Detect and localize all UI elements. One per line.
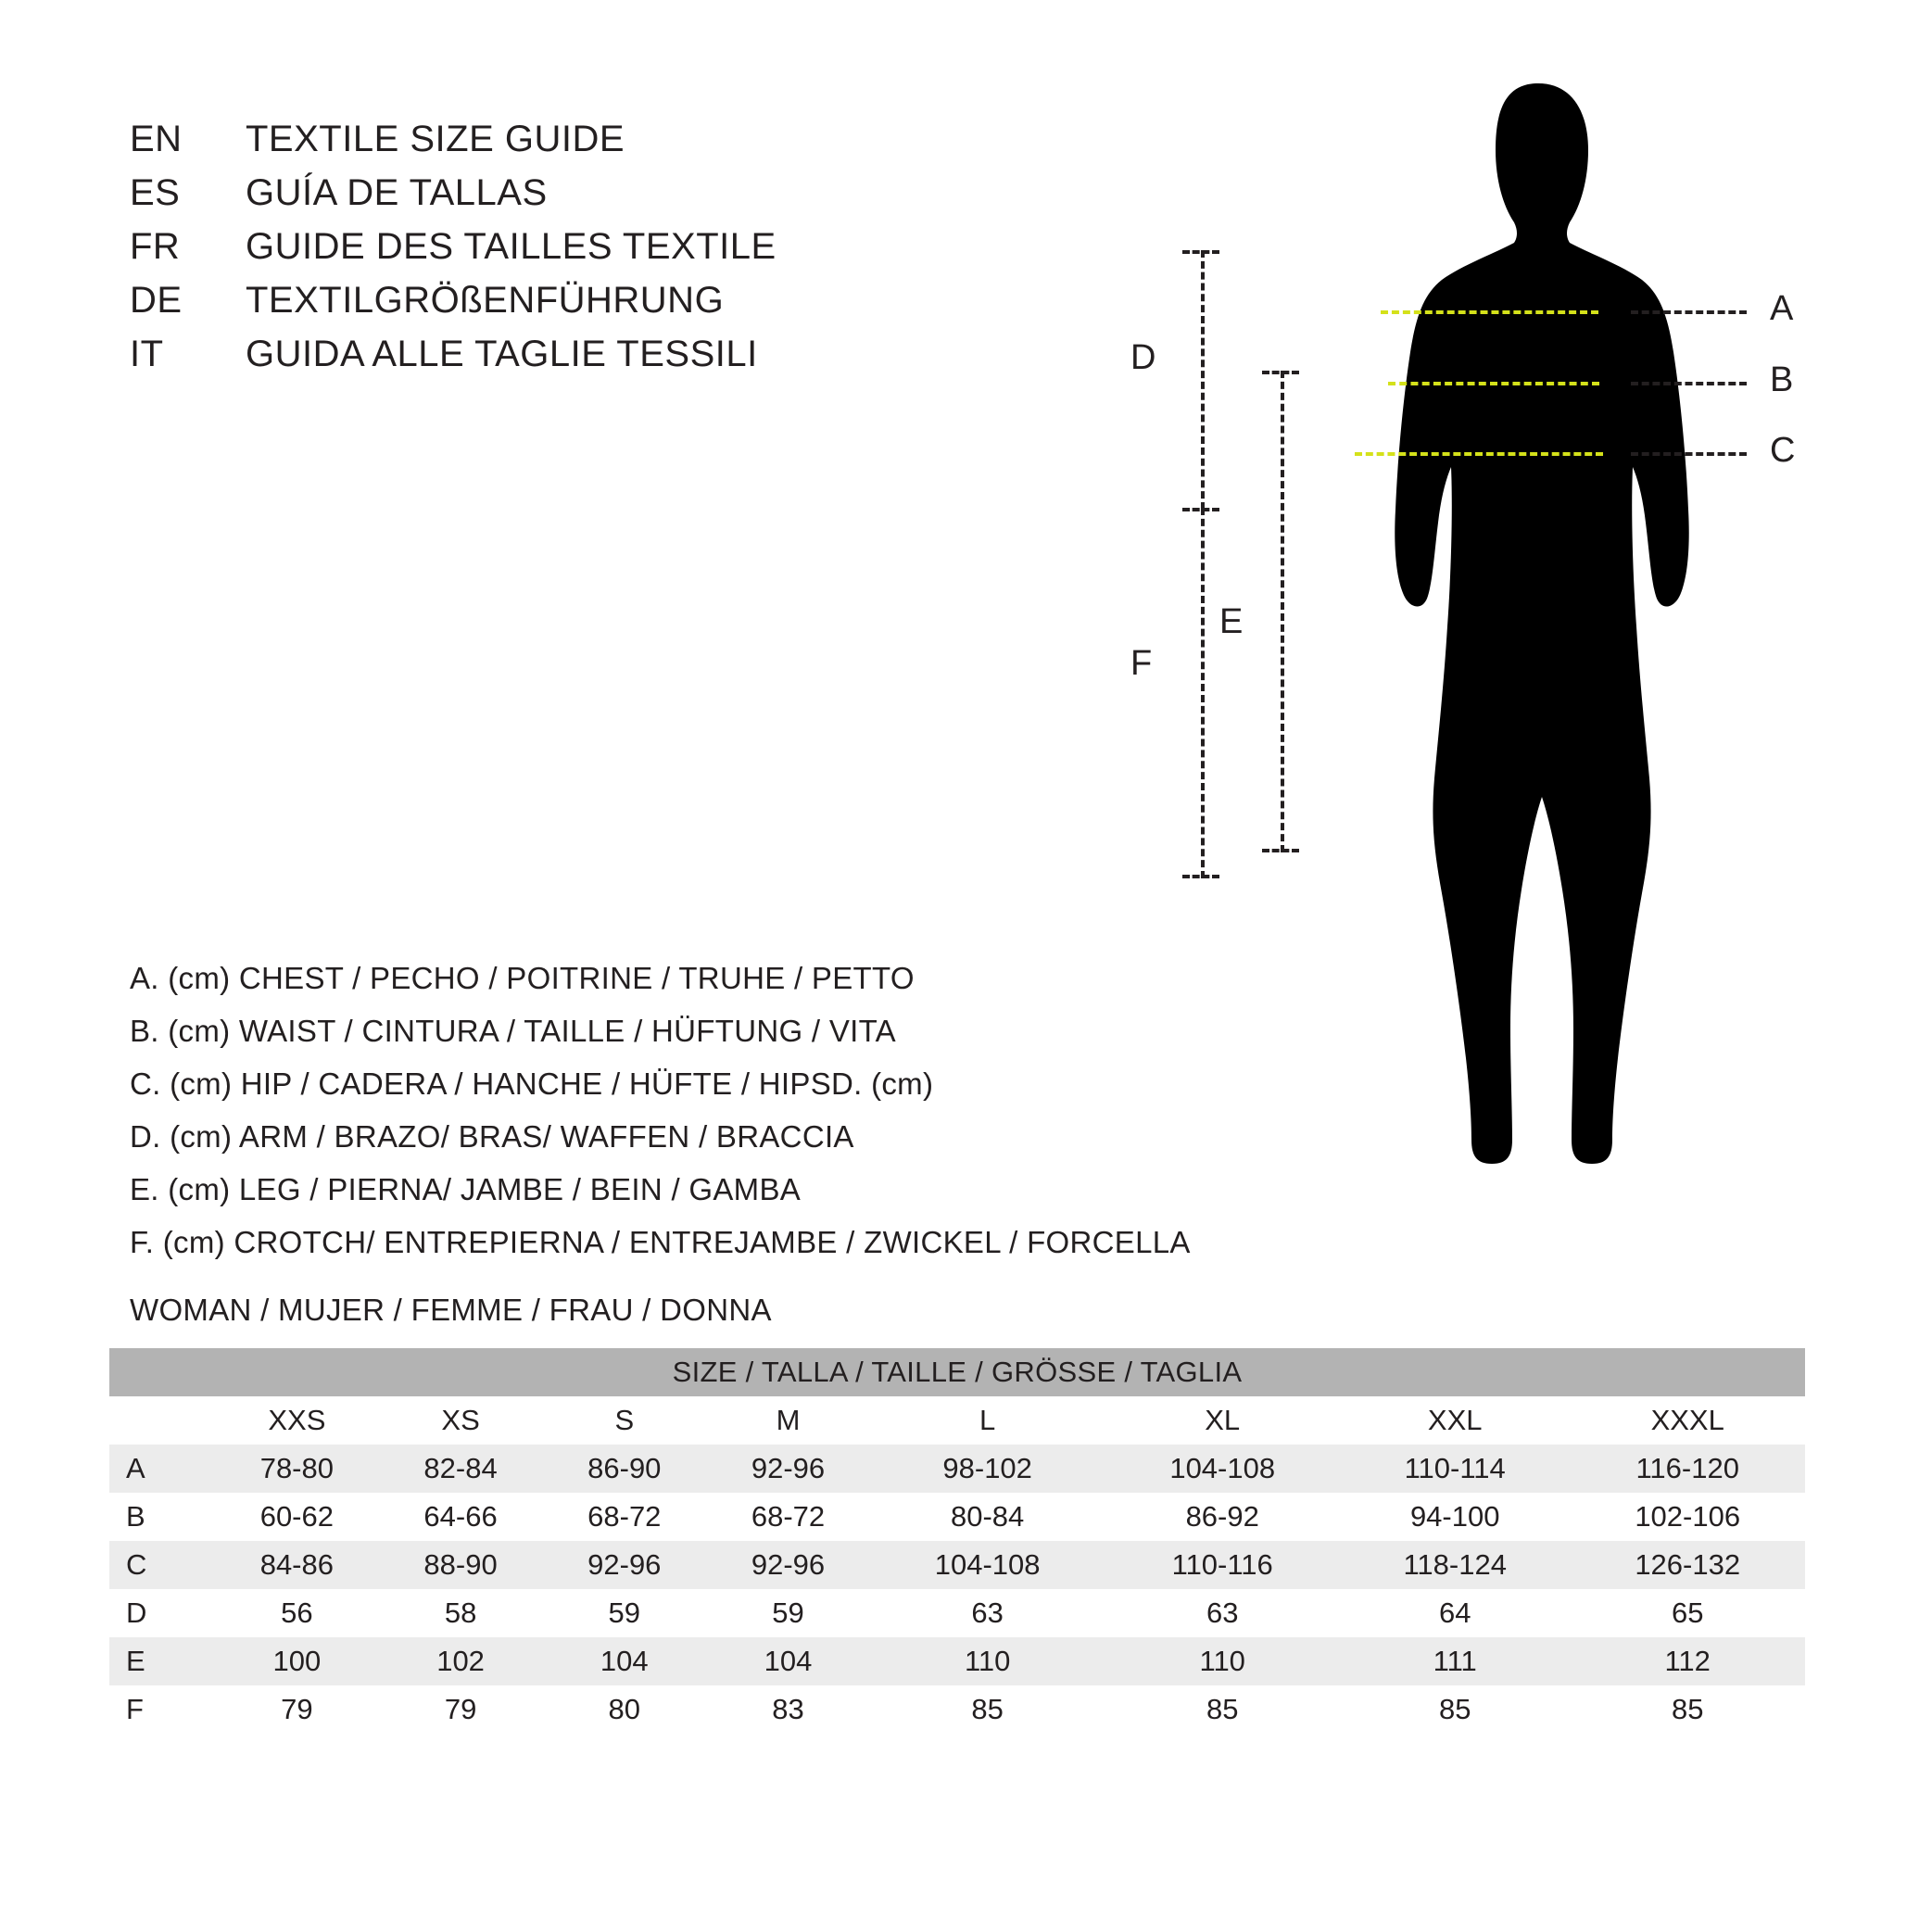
leg-bracket-e [1281,371,1284,852]
title-row [130,119,964,160]
waist-callout-leader [1631,382,1747,385]
legend-row-d: D. (cm) ARM / BRAZO/ BRAS/ WAFFEN / BRACCIA [130,1119,854,1154]
cell-b-xxs: 60-62 [215,1493,379,1541]
header-xs: XS [379,1396,543,1445]
title-lang-de: DE [130,280,183,321]
header-xxs: XXS [215,1396,379,1445]
arm-bracket-d [1201,250,1205,510]
cell-f-xxxl: 85 [1570,1685,1805,1734]
cell-d-xxs: 56 [215,1589,379,1637]
table-row [109,1493,1805,1541]
title-row [130,334,964,375]
cell-d-xl: 63 [1105,1589,1340,1637]
callout-c-label: C [1770,431,1796,470]
row-label-a: A [109,1445,215,1493]
table-row [109,1445,1805,1493]
chest-callout-leader [1631,310,1747,314]
header-corner [109,1396,215,1445]
cell-b-xxl: 94-100 [1340,1493,1570,1541]
table-row [109,1637,1805,1685]
cell-d-s: 59 [542,1589,706,1637]
cell-a-xs: 82-84 [379,1445,543,1493]
cell-a-l: 98-102 [870,1445,1105,1493]
measurement-diagram [1130,74,1909,1214]
header-xxl: XXL [1340,1396,1570,1445]
cell-c-m: 92-96 [706,1541,870,1589]
title-text-it: GUIDA ALLE TAGLIE TESSILI [246,334,758,374]
cell-c-l: 104-108 [870,1541,1105,1589]
crotch-bracket-f-bottom-tick [1182,875,1219,878]
cell-d-xs: 58 [379,1589,543,1637]
cell-a-xl: 104-108 [1105,1445,1340,1493]
legend-row-c: C. (cm) HIP / CADERA / HANCHE / HÜFTE / HIPSD. (cm) [130,1066,934,1101]
table-row [109,1589,1805,1637]
legend-row-f: F. (cm) CROTCH/ ENTREPIERNA / ENTREJAMBE / ZWICKEL / FORCELLA [130,1225,1191,1259]
cell-d-m: 59 [706,1589,870,1637]
callout-a-label: A [1770,289,1794,328]
leg-bracket-e-bottom-tick [1262,849,1299,852]
title-row [130,226,964,268]
row-label-d: D [109,1589,215,1637]
cell-e-xxs: 100 [215,1637,379,1685]
legend-row-b: B. (cm) WAIST / CINTURA / TAILLE / HÜFTUNG / VITA [130,1014,896,1048]
gender-caption: WOMAN / MUJER / FEMME / FRAU / DONNA [130,1293,772,1327]
title-text-es: GUÍA DE TALLAS [246,172,548,213]
table-title-band [109,1348,1805,1396]
cell-c-xl: 110-116 [1105,1541,1340,1589]
cell-e-xl: 110 [1105,1637,1340,1685]
legend-row-e: E. (cm) LEG / PIERNA/ JAMBE / BEIN / GAMBA [130,1172,802,1206]
vertical-label-d: D [1130,338,1156,377]
title-lang-it: IT [130,334,164,374]
cell-e-xs: 102 [379,1637,543,1685]
title-text-en: TEXTILE SIZE GUIDE [246,119,625,159]
cell-a-xxl: 110-114 [1340,1445,1570,1493]
cell-f-l: 85 [870,1685,1105,1734]
cell-d-l: 63 [870,1589,1105,1637]
crotch-bracket-f [1201,508,1205,878]
cell-b-xxxl: 102-106 [1570,1493,1805,1541]
cell-c-xxs: 84-86 [215,1541,379,1589]
cell-e-l: 110 [870,1637,1105,1685]
cell-b-l: 80-84 [870,1493,1105,1541]
cell-a-xxs: 78-80 [215,1445,379,1493]
cell-c-s: 92-96 [542,1541,706,1589]
table-row [109,1541,1805,1589]
leg-bracket-e-top-tick [1262,371,1299,374]
cell-f-xl: 85 [1105,1685,1340,1734]
header-m: M [706,1396,870,1445]
title-text-de: TEXTILGRÖßENFÜHRUNG [246,280,725,321]
title-row [130,280,964,322]
header-xl: XL [1105,1396,1340,1445]
waist-measure-line [1388,382,1599,385]
title-lang-fr: FR [130,226,181,267]
cell-e-s: 104 [542,1637,706,1685]
callout-b-label: B [1770,360,1794,399]
row-label-b: B [109,1493,215,1541]
table-row [109,1685,1805,1734]
table-header-row [109,1396,1805,1445]
vertical-label-f: F [1130,644,1153,683]
title-lang-es: ES [130,172,181,213]
cell-d-xxl: 64 [1340,1589,1570,1637]
hip-measure-line [1355,452,1603,456]
header-xxxl: XXXL [1570,1396,1805,1445]
cell-f-s: 80 [542,1685,706,1734]
cell-d-xxxl: 65 [1570,1589,1805,1637]
title-row [130,172,964,214]
cell-c-xxxl: 126-132 [1570,1541,1805,1589]
row-label-c: C [109,1541,215,1589]
cell-b-xl: 86-92 [1105,1493,1340,1541]
cell-b-xs: 64-66 [379,1493,543,1541]
cell-b-m: 68-72 [706,1493,870,1541]
title-lang-en: EN [130,119,183,159]
cell-c-xs: 88-90 [379,1541,543,1589]
cell-e-xxl: 111 [1340,1637,1570,1685]
chest-measure-line [1381,310,1598,314]
cell-a-s: 86-90 [542,1445,706,1493]
cell-a-xxxl: 116-120 [1570,1445,1805,1493]
title-text-fr: GUIDE DES TAILLES TEXTILE [246,226,777,267]
cell-f-m: 83 [706,1685,870,1734]
hip-callout-leader [1631,452,1747,456]
woman-silhouette-icon [1344,74,1733,1186]
legend-row-a: A. (cm) CHEST / PECHO / POITRINE / TRUHE / PETTO [130,961,915,995]
cell-f-xs: 79 [379,1685,543,1734]
row-label-e: E [109,1637,215,1685]
row-label-f: F [109,1685,215,1734]
arm-bracket-d-top-tick [1182,250,1219,254]
header-l: L [870,1396,1105,1445]
cell-a-m: 92-96 [706,1445,870,1493]
header-s: S [542,1396,706,1445]
cell-f-xxl: 85 [1340,1685,1570,1734]
vertical-label-e: E [1219,602,1244,641]
measurement-legend [130,961,1242,1278]
size-table [109,1348,1805,1734]
cell-b-s: 68-72 [542,1493,706,1541]
cell-c-xxl: 118-124 [1340,1541,1570,1589]
title-block [130,119,964,387]
cell-e-xxxl: 112 [1570,1637,1805,1685]
table-title: SIZE / TALLA / TAILLE / GRÖSSE / TAGLIA [109,1348,1805,1396]
cell-f-xxs: 79 [215,1685,379,1734]
cell-e-m: 104 [706,1637,870,1685]
